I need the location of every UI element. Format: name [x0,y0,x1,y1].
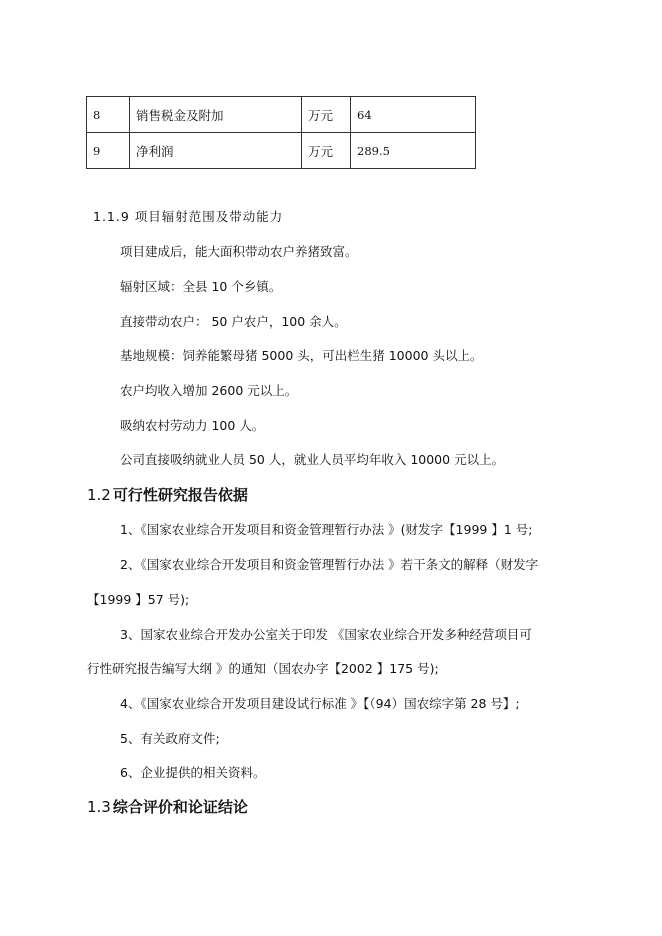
list-item-continuation: 行性研究报告编写大纲 》的通知（国农办字【2002 】175 号); [87,661,439,676]
row-value: 289.5 [351,133,476,169]
section-title: 综合评价和论证结论 [112,798,248,816]
paragraph: 公司直接吸纳就业人员 50 人，就业人员平均年收入 10000 元以上。 [120,452,505,467]
section-12-heading [87,486,248,504]
row-item-name: 净利润 [130,133,302,169]
section-119-heading: 1.1.9 项目辐射范围及带动能力 [93,209,284,224]
paragraph: 农户均收入增加 2600 元以上。 [120,383,298,398]
list-item: 4、《国家农业综合开发项目建设试行标准 》【（94）国农综字第 28 号】; [120,696,520,711]
table-row [87,133,476,169]
table-row [87,97,476,133]
section-number: 1.3 [87,798,111,816]
list-item: 5、有关政府文件; [120,731,220,746]
paragraph: 基地规模：饲养能繁母猪 5000 头，可出栏生猪 10000 头以上。 [120,348,483,363]
list-item: 1、《国家农业综合开发项目和资金管理暂行办法 》(财发字【1999 】1 号; [120,522,533,537]
section-13-heading [87,798,248,816]
list-item: 3、国家农业综合开发办公室关于印发 《国家农业综合开发多种经营项目可 [120,627,532,642]
row-unit: 万元 [302,133,351,169]
paragraph: 项目建成后，能大面积带动农户养猪致富。 [120,244,358,259]
paragraph: 吸纳农村劳动力 100 人。 [120,418,265,433]
list-item: 6、企业提供的相关资料。 [120,765,266,780]
list-item: 2、《国家农业综合开发项目和资金管理暂行办法 》若干条文的解释（财发字 [120,557,539,572]
row-item-name: 销售税金及附加 [130,97,302,133]
list-item-continuation: 【1999 】57 号); [87,592,190,607]
row-value: 64 [351,97,476,133]
summary-table [86,96,476,169]
row-number: 9 [87,133,130,169]
row-number: 8 [87,97,130,133]
section-title: 可行性研究报告依据 [112,486,248,504]
paragraph: 辐射区域：全县 10 个乡镇。 [120,279,282,294]
row-unit: 万元 [302,97,351,133]
paragraph: 直接带动农户： 50 户农户，100 余人。 [120,314,347,329]
section-number: 1.2 [87,486,111,504]
